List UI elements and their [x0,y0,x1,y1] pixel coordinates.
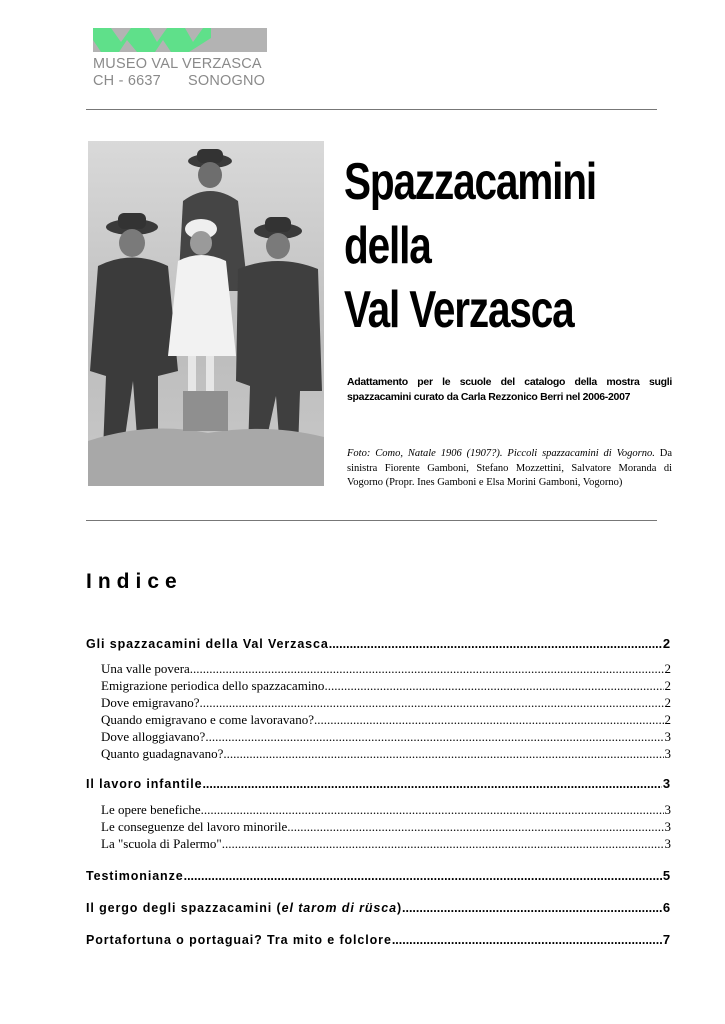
toc-leader [201,802,664,818]
toc-page: 2 [664,678,671,693]
title-line-3: Val Verzasca [344,281,574,339]
toc-page: 2 [664,695,671,710]
top-rule [86,109,657,110]
toc-page: 5 [662,868,671,883]
toc-page: 3 [664,819,671,834]
title-line-2: della [344,217,431,275]
toc-title: Gli spazzacamini della Val Verzasca [86,637,329,651]
caption-text: Da sinistra Fiorente Gamboni, Stefano Mozzettini, Salvatore Moranda di Vogorno (Propr. Ines Gamboni e Elsa Morini Gamboni, Vogorno) [347,448,672,488]
toc-page: 3 [664,729,671,744]
toc-leader [329,637,662,651]
toc-entry-2-3[interactable] [101,836,671,852]
toc-entry-1-2[interactable] [101,678,671,694]
toc-entry-1-1[interactable] [101,661,671,677]
toc-page: 7 [662,932,671,947]
toc-title: Il lavoro infantile [86,777,203,791]
document-title [344,150,609,342]
document-subtitle: Adattamento per le scuole del catalogo della mostra sugli spazzacamini curato da Carla Rezzonico Berri nel 2006-2007 [347,376,672,403]
toc-page: 2 [664,661,671,676]
toc-title: Le conseguenze del lavoro minorile [101,819,288,834]
toc-leader [314,712,664,728]
toc-leader [223,746,663,762]
index-heading: Indice [86,570,183,593]
historic-photo [88,141,324,486]
toc-title: La "scuola di Palermo" [101,836,222,851]
toc-leader [287,819,663,835]
toc-title: Portafortuna o portaguai? Tra mito e folclore [86,933,392,947]
logo-zigzag-icon [93,28,268,52]
toc-leader [402,901,662,915]
toc-page: 2 [662,636,671,651]
logo-town: SONOGNO [188,73,266,89]
toc-title: Emigrazione periodica dello spazzacamino [101,678,325,693]
toc-title: Quando emigravano e come lavoravano? [101,712,314,727]
toc-leader [205,729,663,745]
logo-address [93,73,266,89]
toc-entry-section-1[interactable] [86,636,671,651]
toc-leader [184,869,662,883]
toc-title: Quanto guadagnavano? [101,746,224,761]
toc-entry-section-5[interactable] [86,932,671,947]
toc-title: Dove alloggiavano? [101,729,206,744]
toc-page: 3 [664,802,671,817]
toc-entry-1-3[interactable] [101,695,671,711]
photo-caption [347,447,672,491]
toc-leader [202,777,661,791]
logo-museum-name: MUSEO VAL VERZASCA [93,56,262,72]
logo-postcode: CH - 6637 [93,73,161,89]
toc-title-italic: el tarom di rüsca [281,901,397,915]
toc-title: Una valle povera [101,661,190,676]
caption-italic: Foto: Como, Natale 1906 (1907?). Piccoli spazzacamini di Vogorno. [347,448,655,459]
toc-entry-2-1[interactable] [101,802,671,818]
toc-entry-2-2[interactable] [101,819,671,835]
toc-page: 2 [664,712,671,727]
toc-page: 3 [664,746,671,761]
toc-title: Le opere benefiche [101,802,201,817]
toc-page: 3 [664,836,671,851]
toc-leader [392,933,662,947]
museum-logo [93,28,268,92]
toc-title: Testimonianze [86,869,184,883]
toc-entry-1-6[interactable] [101,746,671,762]
toc-leader [200,695,664,711]
toc-leader [190,661,664,677]
toc-entry-section-3[interactable] [86,868,671,883]
toc-entry-section-2[interactable] [86,776,671,791]
toc-leader [324,678,663,694]
toc-entry-section-4[interactable] [86,900,671,915]
toc-title-a: Il gergo degli spazzacamini ( [86,901,282,915]
toc-page: 6 [662,900,671,915]
toc-page: 3 [662,776,671,791]
toc-entry-1-4[interactable] [101,712,671,728]
toc-leader [222,836,664,852]
middle-rule [86,520,657,521]
title-line-1: Spazzacamini [344,153,596,211]
toc-title [86,901,402,915]
toc-entry-1-5[interactable] [101,729,671,745]
toc-title: Dove emigravano? [101,695,200,710]
toc-title-b: ) [396,901,403,915]
